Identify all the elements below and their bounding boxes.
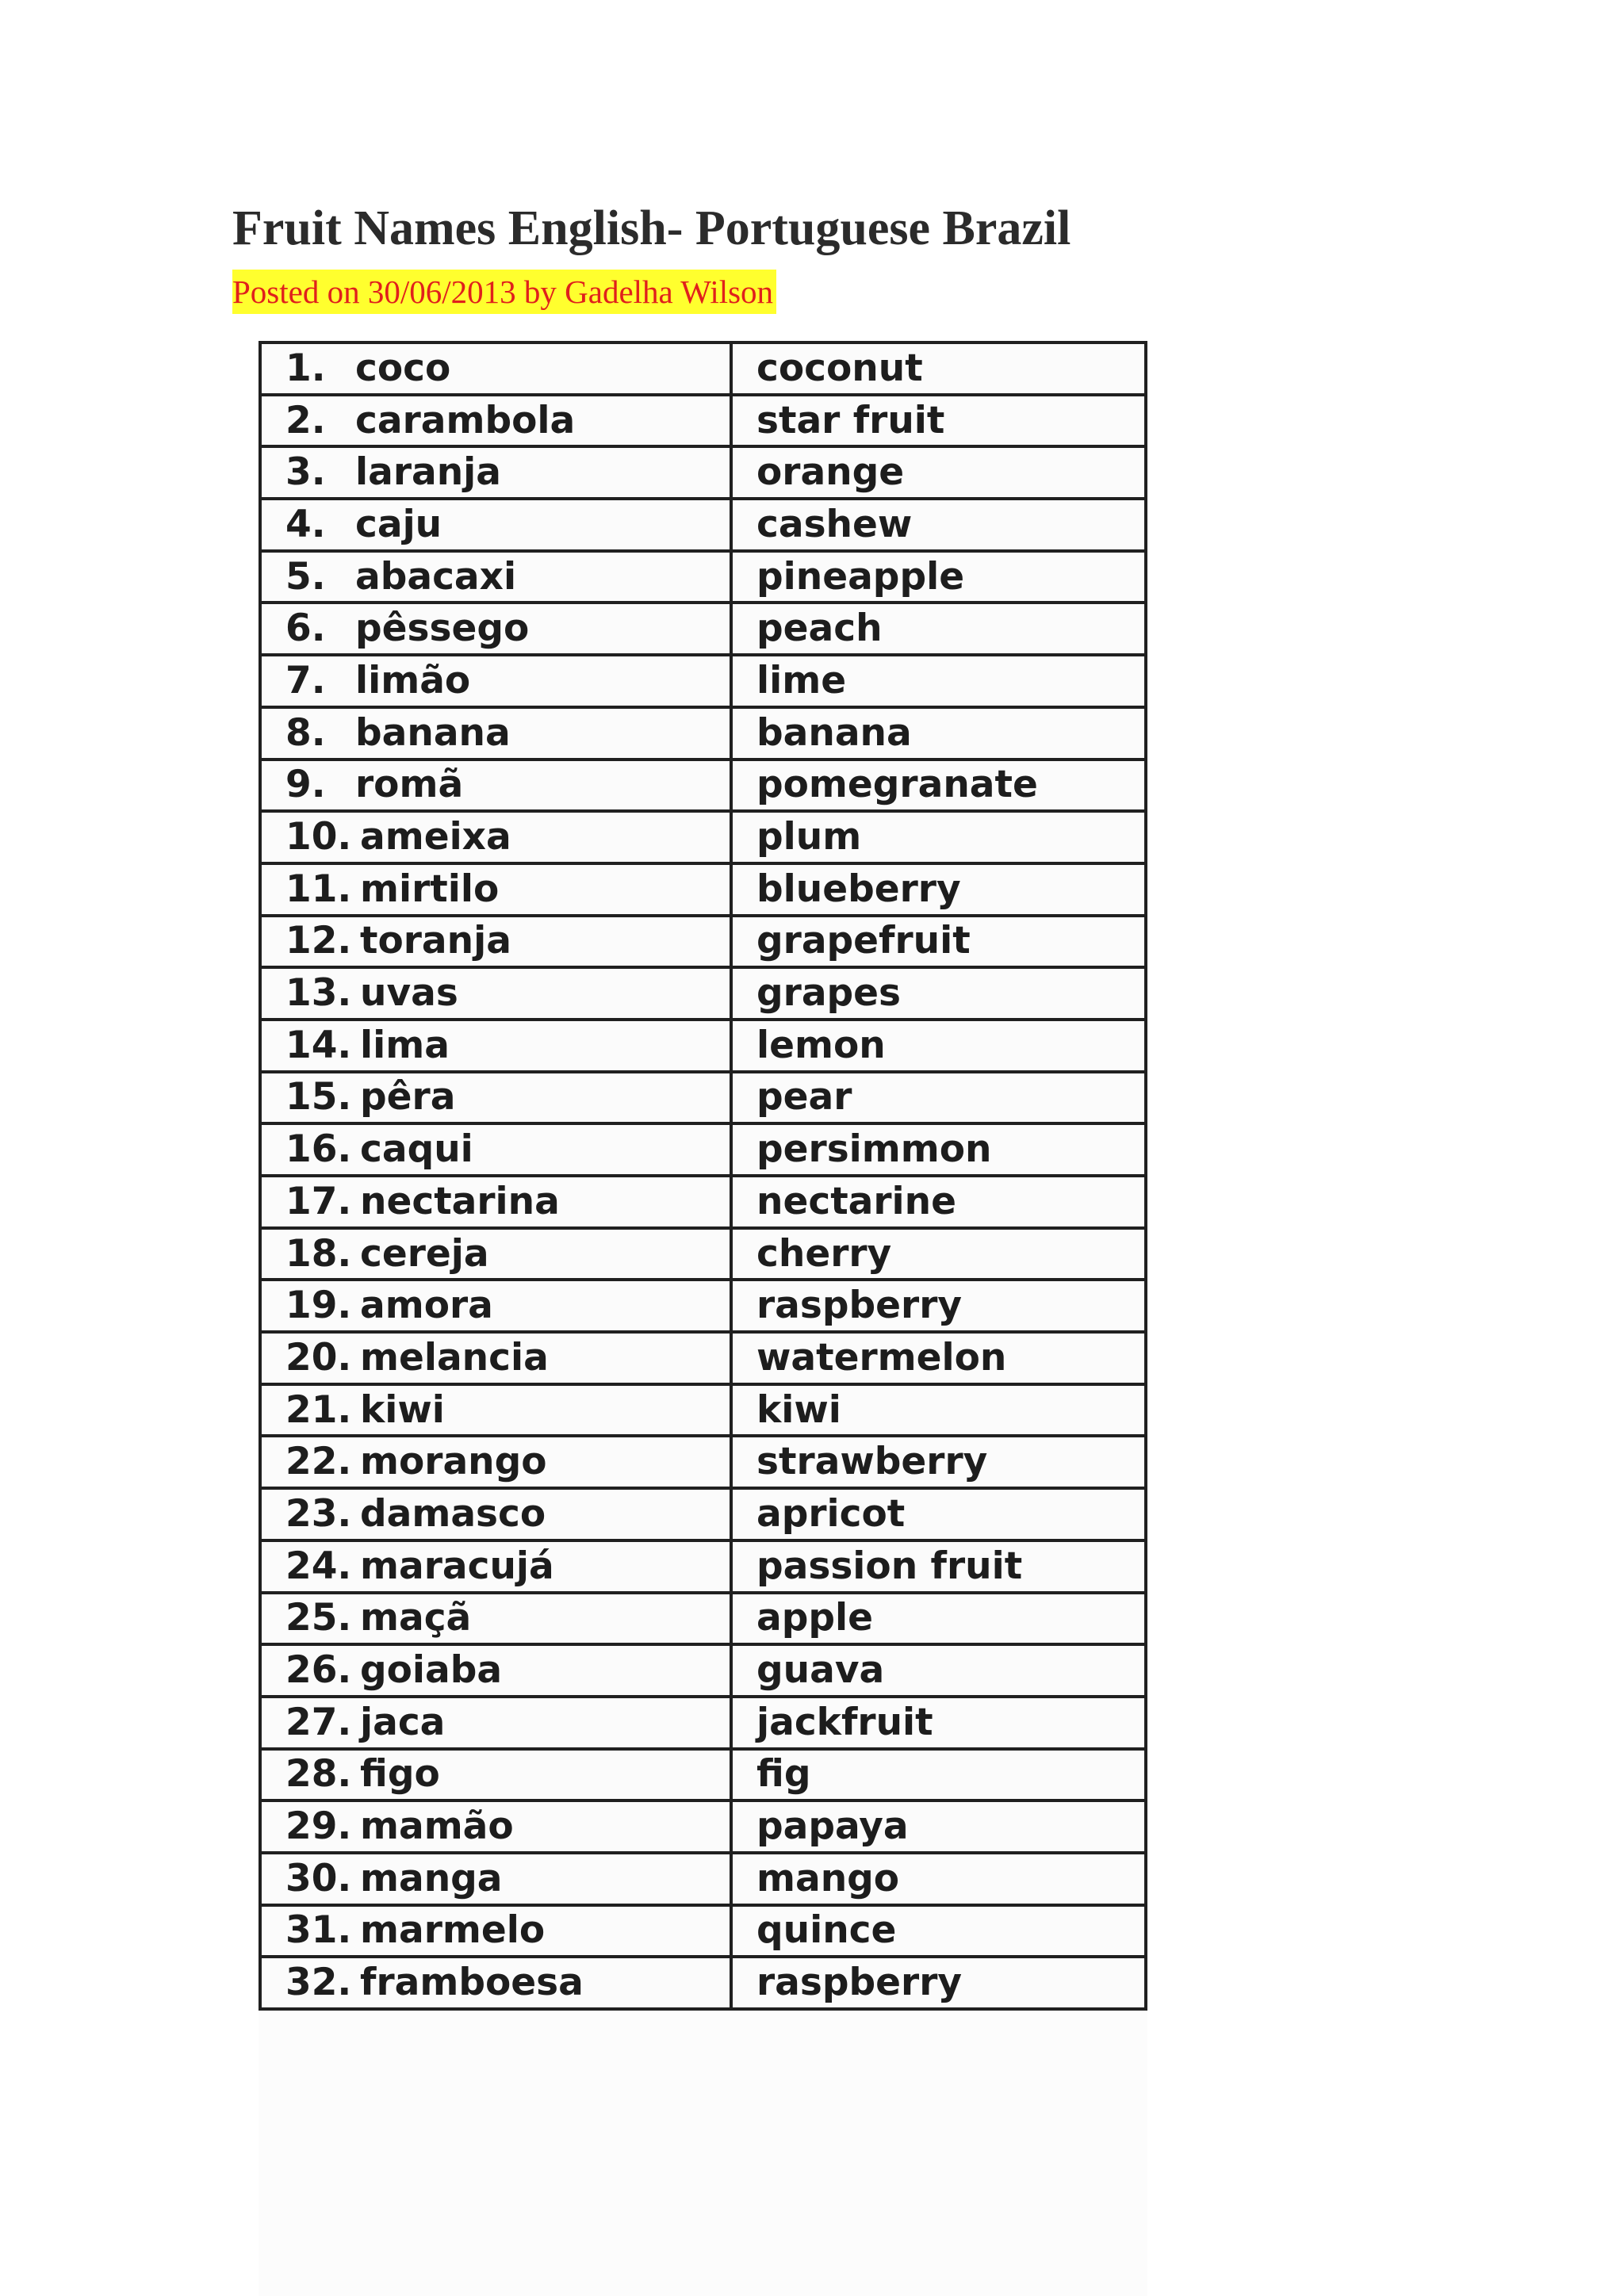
english-name: watermelon bbox=[731, 1332, 1146, 1384]
table-row bbox=[260, 1436, 1146, 1488]
portuguese-name: limão bbox=[355, 658, 471, 702]
row-number: 32. bbox=[285, 1961, 352, 2005]
row-number: 20. bbox=[285, 1335, 352, 1380]
row-number: 28. bbox=[285, 1752, 352, 1797]
row-number: 18. bbox=[285, 1231, 352, 1276]
row-number: 6. bbox=[285, 607, 326, 651]
table-row bbox=[260, 1488, 1146, 1540]
portuguese-name: mamão bbox=[360, 1804, 514, 1849]
fruit-table-body bbox=[260, 342, 1146, 2009]
portuguese-cell bbox=[260, 811, 731, 863]
portuguese-name: melancia bbox=[360, 1335, 549, 1380]
english-name: nectarine bbox=[731, 1176, 1146, 1228]
portuguese-name: cereja bbox=[360, 1231, 489, 1276]
portuguese-cell bbox=[260, 1228, 731, 1280]
portuguese-cell bbox=[260, 1644, 731, 1697]
row-number: 31. bbox=[285, 1908, 352, 1953]
table-row bbox=[260, 1644, 1146, 1697]
portuguese-cell bbox=[260, 1853, 731, 1905]
portuguese-cell bbox=[260, 1123, 731, 1176]
english-name: guava bbox=[731, 1644, 1146, 1697]
table-row bbox=[260, 1123, 1146, 1176]
posted-author: Gadelha Wilson bbox=[565, 274, 774, 310]
table-row bbox=[260, 446, 1146, 499]
portuguese-name: figo bbox=[360, 1752, 440, 1797]
english-name: raspberry bbox=[731, 1280, 1146, 1332]
row-number: 12. bbox=[285, 919, 352, 963]
portuguese-cell bbox=[260, 1332, 731, 1384]
row-number: 15. bbox=[285, 1075, 352, 1119]
table-row bbox=[260, 811, 1146, 863]
post-meta bbox=[232, 270, 776, 314]
portuguese-cell bbox=[260, 1540, 731, 1593]
table-row bbox=[260, 1384, 1146, 1437]
row-number: 8. bbox=[285, 710, 326, 755]
portuguese-cell bbox=[260, 1384, 731, 1437]
row-number: 1. bbox=[285, 346, 326, 390]
table-row bbox=[260, 1280, 1146, 1332]
table-row bbox=[260, 655, 1146, 707]
english-name: jackfruit bbox=[731, 1697, 1146, 1749]
english-name: plum bbox=[731, 811, 1146, 863]
table-row bbox=[260, 395, 1146, 447]
row-number: 2. bbox=[285, 398, 326, 442]
portuguese-cell bbox=[260, 551, 731, 603]
english-name: orange bbox=[731, 446, 1146, 499]
portuguese-name: pêssego bbox=[355, 607, 530, 651]
english-name: banana bbox=[731, 707, 1146, 760]
row-number: 23. bbox=[285, 1491, 352, 1536]
portuguese-cell bbox=[260, 760, 731, 812]
english-name: cherry bbox=[731, 1228, 1146, 1280]
english-name: raspberry bbox=[731, 1957, 1146, 2009]
fruit-table-image bbox=[259, 341, 1147, 2011]
portuguese-name: manga bbox=[360, 1856, 503, 1900]
english-name: coconut bbox=[731, 342, 1146, 395]
portuguese-cell bbox=[260, 1020, 731, 1072]
portuguese-cell bbox=[260, 446, 731, 499]
table-row bbox=[260, 1540, 1146, 1593]
row-number: 25. bbox=[285, 1596, 352, 1640]
english-name: peach bbox=[731, 603, 1146, 655]
portuguese-name: pêra bbox=[360, 1075, 456, 1119]
row-number: 7. bbox=[285, 658, 326, 702]
portuguese-name: morango bbox=[360, 1440, 547, 1484]
portuguese-name: goiaba bbox=[360, 1648, 503, 1693]
english-name: pear bbox=[731, 1072, 1146, 1124]
table-row bbox=[260, 760, 1146, 812]
table-row bbox=[260, 1853, 1146, 1905]
english-name: star fruit bbox=[731, 395, 1146, 447]
portuguese-name: caqui bbox=[360, 1127, 473, 1172]
english-name: grapefruit bbox=[731, 916, 1146, 968]
portuguese-name: coco bbox=[355, 346, 451, 390]
table-row bbox=[260, 1697, 1146, 1749]
row-number: 4. bbox=[285, 502, 326, 546]
fruit-table bbox=[259, 341, 1147, 2011]
english-name: pomegranate bbox=[731, 760, 1146, 812]
table-row bbox=[260, 1228, 1146, 1280]
portuguese-cell bbox=[260, 1488, 731, 1540]
portuguese-name: laranja bbox=[355, 450, 502, 495]
portuguese-cell bbox=[260, 863, 731, 916]
row-number: 21. bbox=[285, 1387, 352, 1432]
row-number: 9. bbox=[285, 763, 326, 807]
table-row bbox=[260, 1176, 1146, 1228]
row-number: 10. bbox=[285, 815, 352, 859]
table-row bbox=[260, 1957, 1146, 2009]
row-number: 11. bbox=[285, 867, 352, 911]
table-row bbox=[260, 551, 1146, 603]
table-row bbox=[260, 1905, 1146, 1957]
portuguese-cell bbox=[260, 1749, 731, 1801]
table-row bbox=[260, 1749, 1146, 1801]
row-number: 27. bbox=[285, 1700, 352, 1744]
portuguese-cell bbox=[260, 395, 731, 447]
english-name: fig bbox=[731, 1749, 1146, 1801]
page-title: Fruit Names English- Portuguese Brazil bbox=[232, 201, 1071, 255]
english-name: papaya bbox=[731, 1800, 1146, 1853]
portuguese-name: ameixa bbox=[360, 815, 511, 859]
table-row bbox=[260, 967, 1146, 1020]
portuguese-name: caju bbox=[355, 502, 442, 546]
table-row bbox=[260, 707, 1146, 760]
english-name: pineapple bbox=[731, 551, 1146, 603]
portuguese-cell bbox=[260, 967, 731, 1020]
portuguese-cell bbox=[260, 342, 731, 395]
portuguese-cell bbox=[260, 1280, 731, 1332]
portuguese-cell bbox=[260, 499, 731, 551]
table-row bbox=[260, 1072, 1146, 1124]
portuguese-name: amora bbox=[360, 1284, 493, 1328]
portuguese-cell bbox=[260, 603, 731, 655]
english-name: kiwi bbox=[731, 1384, 1146, 1437]
row-number: 16. bbox=[285, 1127, 352, 1172]
portuguese-cell bbox=[260, 1800, 731, 1853]
portuguese-name: kiwi bbox=[360, 1387, 445, 1432]
portuguese-name: maçã bbox=[360, 1596, 472, 1640]
portuguese-name: toranja bbox=[360, 919, 511, 963]
portuguese-name: lima bbox=[360, 1023, 450, 1067]
table-row bbox=[260, 1332, 1146, 1384]
english-name: cashew bbox=[731, 499, 1146, 551]
english-name: apple bbox=[731, 1593, 1146, 1645]
portuguese-cell bbox=[260, 1436, 731, 1488]
posted-by: by bbox=[523, 274, 557, 310]
posted-prefix: Posted on bbox=[232, 274, 360, 310]
row-number: 19. bbox=[285, 1284, 352, 1328]
row-number: 3. bbox=[285, 450, 326, 495]
portuguese-name: uvas bbox=[360, 971, 458, 1016]
english-name: mango bbox=[731, 1853, 1146, 1905]
portuguese-cell bbox=[260, 1957, 731, 2009]
portuguese-cell bbox=[260, 1176, 731, 1228]
portuguese-cell bbox=[260, 707, 731, 760]
english-name: persimmon bbox=[731, 1123, 1146, 1176]
portuguese-name: romã bbox=[355, 763, 464, 807]
portuguese-cell bbox=[260, 916, 731, 968]
table-row bbox=[260, 1800, 1146, 1853]
row-number: 17. bbox=[285, 1179, 352, 1223]
portuguese-name: carambola bbox=[355, 398, 576, 442]
table-row bbox=[260, 1593, 1146, 1645]
portuguese-cell bbox=[260, 1905, 731, 1957]
row-number: 29. bbox=[285, 1804, 352, 1849]
portuguese-name: abacaxi bbox=[355, 554, 517, 599]
portuguese-name: jaca bbox=[360, 1700, 446, 1744]
table-row bbox=[260, 499, 1146, 551]
english-name: lime bbox=[731, 655, 1146, 707]
table-row bbox=[260, 863, 1146, 916]
portuguese-name: banana bbox=[355, 710, 511, 755]
table-row bbox=[260, 342, 1146, 395]
table-row bbox=[260, 1020, 1146, 1072]
row-number: 22. bbox=[285, 1440, 352, 1484]
row-number: 5. bbox=[285, 554, 326, 599]
portuguese-cell bbox=[260, 1697, 731, 1749]
english-name: blueberry bbox=[731, 863, 1146, 916]
portuguese-name: damasco bbox=[360, 1491, 546, 1536]
portuguese-cell bbox=[260, 1072, 731, 1124]
english-name: strawberry bbox=[731, 1436, 1146, 1488]
row-number: 24. bbox=[285, 1544, 352, 1588]
portuguese-name: mirtilo bbox=[360, 867, 500, 911]
table-row bbox=[260, 916, 1146, 968]
portuguese-cell bbox=[260, 655, 731, 707]
english-name: apricot bbox=[731, 1488, 1146, 1540]
row-number: 14. bbox=[285, 1023, 352, 1067]
row-number: 26. bbox=[285, 1648, 352, 1693]
english-name: quince bbox=[731, 1905, 1146, 1957]
english-name: lemon bbox=[731, 1020, 1146, 1072]
portuguese-name: maracujá bbox=[360, 1544, 554, 1588]
portuguese-name: marmelo bbox=[360, 1908, 546, 1953]
english-name: grapes bbox=[731, 967, 1146, 1020]
portuguese-name: nectarina bbox=[360, 1179, 560, 1223]
english-name: passion fruit bbox=[731, 1540, 1146, 1593]
portuguese-name: framboesa bbox=[360, 1961, 584, 2005]
image-bottom-area bbox=[259, 2011, 1147, 2296]
row-number: 30. bbox=[285, 1856, 352, 1900]
posted-date: 30/06/2013 bbox=[367, 274, 516, 310]
row-number: 13. bbox=[285, 971, 352, 1016]
table-row bbox=[260, 603, 1146, 655]
portuguese-cell bbox=[260, 1593, 731, 1645]
